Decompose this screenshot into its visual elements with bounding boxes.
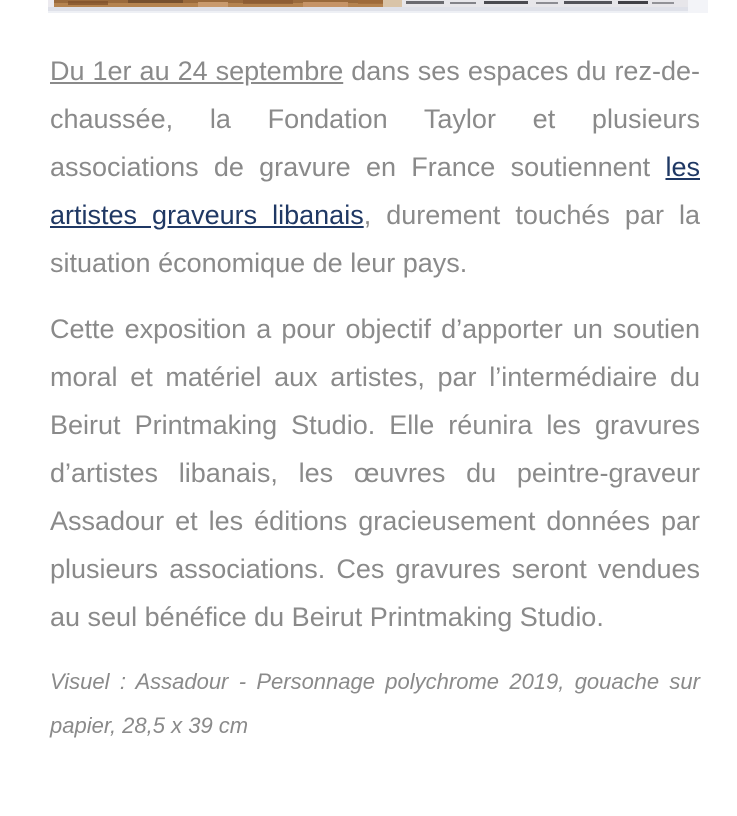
paragraph1-middle-text: dans ses espaces du rez-de-chaussée, la Fondation Taylor et plusieurs associations de gravure en France soutiennent	[50, 56, 700, 182]
paragraph-exhibition-dates	[50, 47, 700, 287]
paragraph1-end-text: , durement touchés par la situation économique de leur pays.	[50, 200, 700, 278]
date-range-underlined: Du 1er au 24 septembre	[50, 56, 344, 86]
paragraph-exhibition-goal: Cette exposition a pour objectif d’apporter un soutien moral et matériel aux artistes, par l’intermédiaire du Beirut Printmaking Studio. Elle réunira les gravures d’artistes libanais, les œuvres du peintre-graveur Assadour et les éditions gracieusement données par plusieurs associations. Ces gravures seront vendues au seul bénéfice du Beirut Printmaking Studio.	[50, 314, 700, 632]
article-body	[50, 0, 700, 748]
link-artistes-graveurs-libanais[interactable]: les artistes graveurs libanais	[50, 152, 700, 230]
image-caption: Visuel : Assadour - Personnage polychrome 2019, gouache sur papier, 28,5 x 39 cm	[50, 669, 700, 738]
